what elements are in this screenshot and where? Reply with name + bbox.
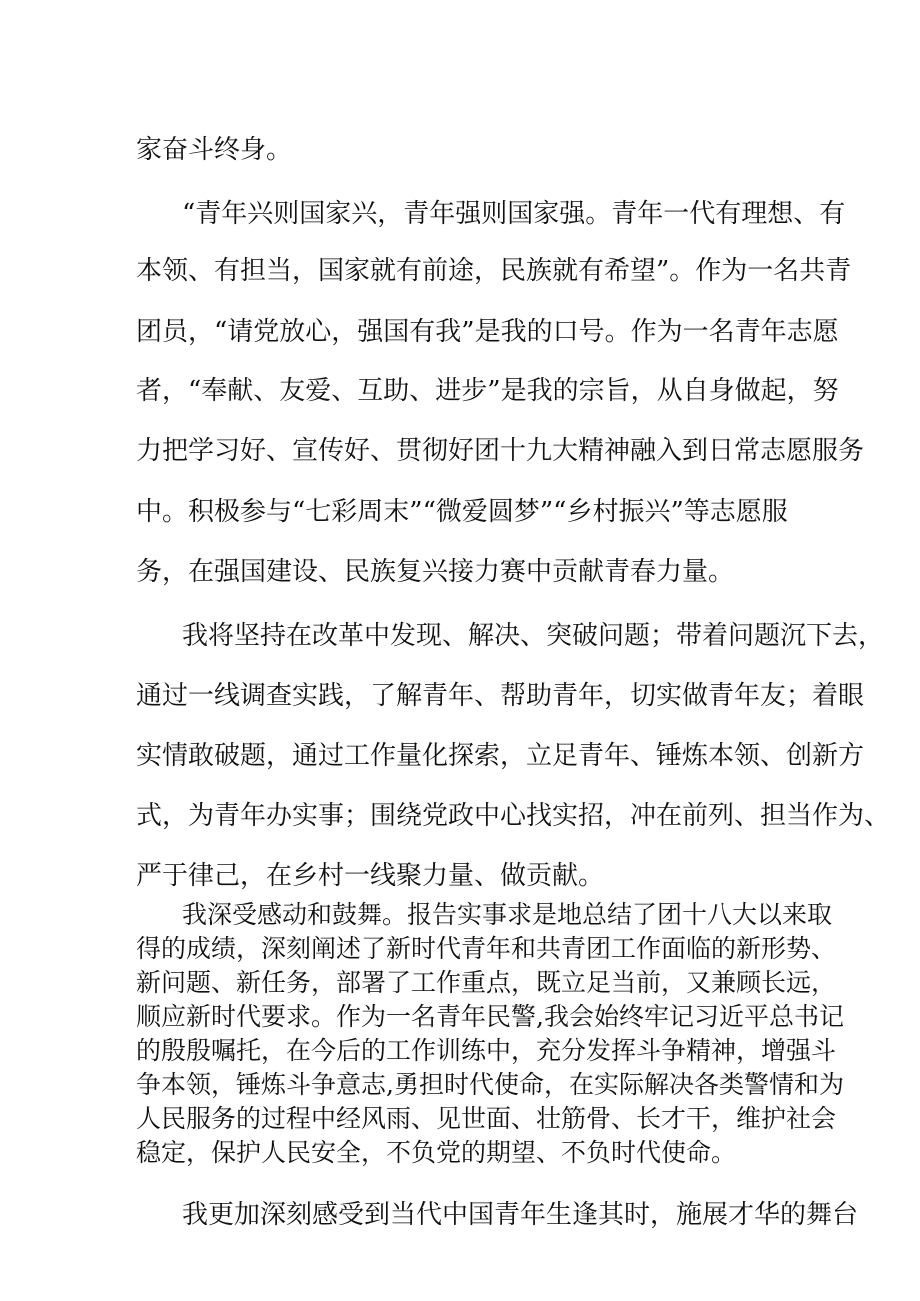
paragraph-2-line-7: 务，在强国建设、民族复兴接力赛中贡献青春力量。 <box>136 557 735 587</box>
paragraph-3-line-5: 严于律己，在乡村一线聚力量、做贡献。 <box>136 861 605 891</box>
paragraph-4-line-5: 的殷殷嘱托，在今后的工作训练中，充分发挥斗争精神，增强斗 <box>136 1036 837 1065</box>
paragraph-5-line-1: 我更加深刻感受到当代中国青年生逢其时，施展才华的舞台 <box>182 1200 859 1230</box>
paragraph-1-line-1: 家奋斗终身。 <box>136 135 293 165</box>
paragraph-2-line-4: 者，“奉献、友爱、互助、进步”是我的宗旨，从自身做起，努 <box>136 376 839 406</box>
paragraph-3-line-2: 通过一线调查实践，了解青年、帮助青年，切实做青年友；着眼 <box>136 681 865 711</box>
paragraph-2-line-5: 力把学习好、宣传好、贯彻好团十九大精神融入到日常志愿服务 <box>136 436 865 466</box>
paragraph-4-line-4: 顺应新时代要求。作为一名青年民警,我会始终牢记习近平总书记 <box>136 1002 844 1031</box>
paragraph-3-line-1: 我将坚持在改革中发现、解决、突破问题；带着问题沉下去， <box>182 621 885 651</box>
paragraph-4-line-3: 新问题、新任务，部署了工作重点，既立足当前，又兼顾长远， <box>136 968 837 997</box>
paragraph-4-line-6: 争本领，锤炼斗争意志,勇担时代使命，在实际解决各类警情和为 <box>136 1070 844 1099</box>
paragraph-2-line-6: 中。积极参与“七彩周末”“微爱圆梦”“乡村振兴”等志愿服 <box>136 497 788 527</box>
paragraph-2-line-2: 本领、有担当，国家就有前途，民族就有希望”。作为一名共青 <box>136 256 852 286</box>
paragraph-3-line-3: 实情敢破题，通过工作量化探索，立足青年、锤炼本领、创新方 <box>136 741 865 771</box>
paragraph-4-line-1: 我深受感动和鼓舞。报告实事求是地总结了团十八大以来取 <box>182 900 833 929</box>
paragraph-2-line-3: 团员，“请党放心，强国有我”是我的口号。作为一名青年志愿 <box>136 317 839 347</box>
paragraph-4-line-7: 人民服务的过程中经风雨、见世面、壮筋骨、长才干，维护社会 <box>136 1104 837 1133</box>
paragraph-3-line-4: 式，为青年办实事；围绕党政中心找实招，冲在前列、担当作为、 <box>136 801 891 831</box>
paragraph-2-line-1: “青年兴则国家兴，青年强则国家强。青年一代有理想、有 <box>182 199 846 229</box>
paragraph-4-line-8: 稳定，保护人民安全，不负党的期望、不负时代使命。 <box>136 1138 737 1167</box>
paragraph-4-line-2: 得的成绩，深刻阐述了新时代青年和共青团工作面临的新形势、 <box>136 934 837 963</box>
